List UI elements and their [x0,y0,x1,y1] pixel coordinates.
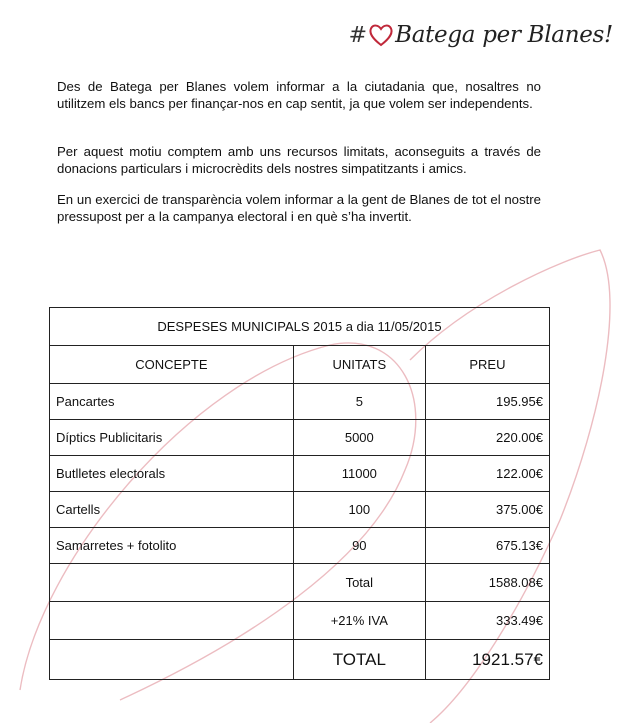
table-header-row [50,346,550,384]
row-concept: Pancartes [50,384,294,420]
resources-paragraph: Per aquest motiu comptem amb uns recursos limitats, aconseguits a través de donacions particulars i microcrèdits dels nostres simpatitzants i amics. [57,144,541,176]
header-price: PREU [425,346,549,384]
row-price: 195.95€ [425,384,549,420]
table-row [50,492,550,528]
transparency-paragraph: En un exercici de transparència volem informar a la gent de Blanes de tot el nostre pressupost per a la campanya electoral i en què s’ha invertit. [57,192,541,224]
brand-logo [349,22,613,48]
row-concept: Butlletes electorals [50,456,294,492]
header-units: UNITATS [293,346,425,384]
table-title-row [50,308,550,346]
subtotal-row [50,564,550,602]
vat-value: 333.49€ [425,602,549,640]
total-label: TOTAL [293,640,425,680]
table-title: DESPESES MUNICIPALS 2015 a dia 11/05/2015 [50,308,550,346]
row-price: 220.00€ [425,420,549,456]
total-empty-cell [50,640,294,680]
row-price: 122.00€ [425,456,549,492]
row-units: 100 [293,492,425,528]
row-units: 5 [293,384,425,420]
row-units: 11000 [293,456,425,492]
total-row [50,640,550,680]
table-row [50,528,550,564]
intro-paragraph: Des de Batega per Blanes volem informar a la ciutadania que, nosaltres no utilitzem els bancs per finançar-nos en cap sentit, ja que volem ser independents. [57,79,541,111]
row-concept: Cartells [50,492,294,528]
vat-label: +21% IVA [293,602,425,640]
logo-hash: # [348,22,368,48]
total-value: 1921.57€ [425,640,549,680]
subtotal-value: 1588.08€ [425,564,549,602]
row-price: 375.00€ [425,492,549,528]
subtotal-label: Total [293,564,425,602]
vat-row [50,602,550,640]
row-units: 90 [293,528,425,564]
row-price: 675.13€ [425,528,549,564]
table-row [50,420,550,456]
header-concept: CONCEPTE [50,346,294,384]
table-row [50,456,550,492]
vat-empty-cell [50,602,294,640]
logo-name: Batega per Blanes! [395,22,613,48]
row-units: 5000 [293,420,425,456]
row-concept: Samarretes + fotolito [50,528,294,564]
expenses-table [49,307,550,680]
row-concept: Díptics Publicitaris [50,420,294,456]
heart-icon [368,22,394,48]
subtotal-empty-cell [50,564,294,602]
table-row [50,384,550,420]
